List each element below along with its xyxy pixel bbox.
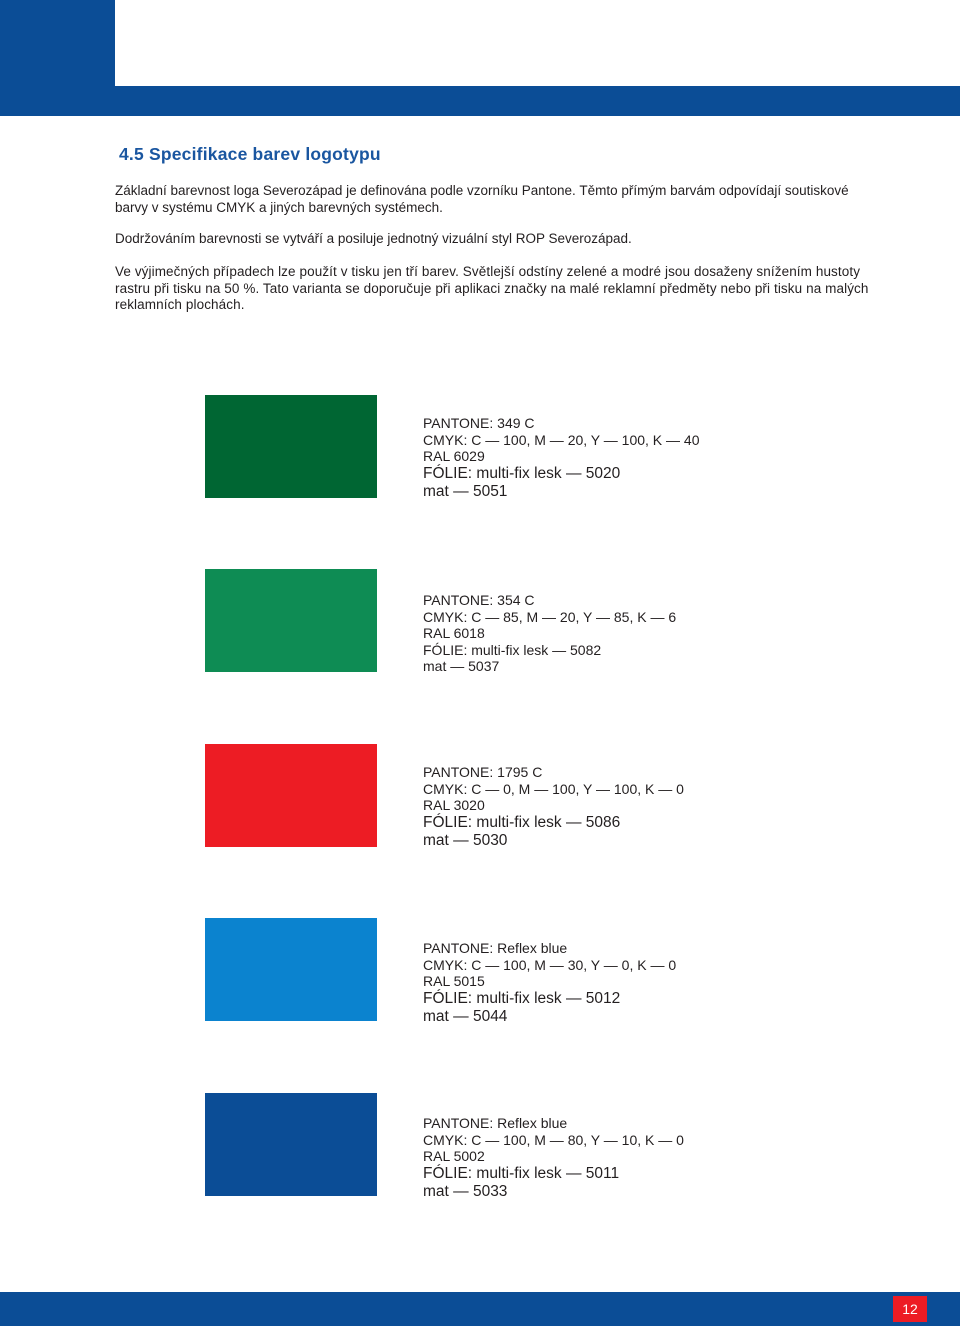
swatch-reflex-blue-dark: [205, 1093, 377, 1196]
spec-pantone-1795c: [423, 764, 823, 850]
swatch-reflex-blue-light: [205, 918, 377, 1021]
header-blue-bar: [115, 86, 960, 116]
page-number: 12: [893, 1296, 927, 1322]
spec-reflex-blue-light: [423, 940, 823, 1026]
spec-folie: FÓLIE: multi-fix lesk — 5012: [423, 989, 621, 1007]
spec-pantone-354c: [423, 592, 823, 675]
spec-ral: RAL 6029: [423, 448, 485, 464]
spec-pantone: PANTONE: 1795 C: [423, 764, 543, 780]
spec-mat: mat — 5044: [423, 1007, 508, 1025]
three-color-paragraph: Ve výjimečných případech lze použít v tisku jen tří barev. Světlejší odstíny zelené a modré jsou dosaženy snížením hustoty rastru při tisku na 50 %. Tato varianta se doporučuje při aplikaci značky na malé reklamní předměty nebo při tisku na malých reklamních plochách.: [115, 264, 869, 312]
section-title: 4.5 Specifikace barev logotypu: [119, 144, 381, 164]
intro-paragraph: Základní barevnost loga Severozápad je definována podle vzorníku Pantone. Těmto přímým barvám odpovídají soutiskové barvy v systému CMYK a jiných barevných systémech.: [115, 183, 849, 215]
spec-ral: RAL 6018: [423, 625, 485, 641]
swatch-pantone-1795c: [205, 744, 377, 847]
swatch-pantone-349c: [205, 395, 377, 498]
spec-cmyk: CMYK: C — 100, M — 30, Y — 0, K — 0: [423, 956, 677, 973]
spec-pantone: PANTONE: 354 C: [423, 592, 535, 608]
spec-mat: mat — 5030: [423, 831, 508, 849]
spec-ral: RAL 3020: [423, 797, 485, 813]
spec-reflex-blue-dark: [423, 1115, 823, 1201]
spec-ral: RAL 5002: [423, 1148, 485, 1164]
header-blue-block: [0, 0, 115, 116]
spec-folie: FÓLIE: multi-fix lesk — 5086: [423, 813, 621, 831]
spec-pantone: PANTONE: Reflex blue: [423, 940, 568, 956]
swatch-pantone-354c: [205, 569, 377, 672]
spec-cmyk: CMYK: C — 100, M — 80, Y — 10, K — 0: [423, 1131, 684, 1148]
spec-cmyk: CMYK: C — 85, M — 20, Y — 85, K — 6: [423, 608, 677, 625]
spec-ral: RAL 5015: [423, 973, 485, 989]
footer-blue-bar: [0, 1292, 960, 1326]
spec-cmyk: CMYK: C — 0, M — 100, Y — 100, K — 0: [423, 780, 684, 797]
spec-mat: mat — 5051: [423, 482, 508, 500]
spec-folie: FÓLIE: multi-fix lesk — 5011: [423, 1164, 620, 1182]
spec-mat: mat — 5033: [423, 1182, 508, 1200]
spec-pantone: PANTONE: 349 C: [423, 415, 535, 431]
spec-cmyk: CMYK: C — 100, M — 20, Y — 100, K — 40: [423, 431, 700, 448]
spec-pantone-349c: [423, 415, 823, 501]
spec-pantone: PANTONE: Reflex blue: [423, 1115, 568, 1131]
spec-folie: FÓLIE: multi-fix lesk — 5082: [423, 641, 602, 658]
spec-folie: FÓLIE: multi-fix lesk — 5020: [423, 464, 621, 482]
consistency-paragraph: Dodržováním barevnosti se vytváří a posiluje jednotný vizuální styl ROP Severozápad.: [115, 231, 632, 246]
spec-mat: mat — 5037: [423, 658, 500, 674]
